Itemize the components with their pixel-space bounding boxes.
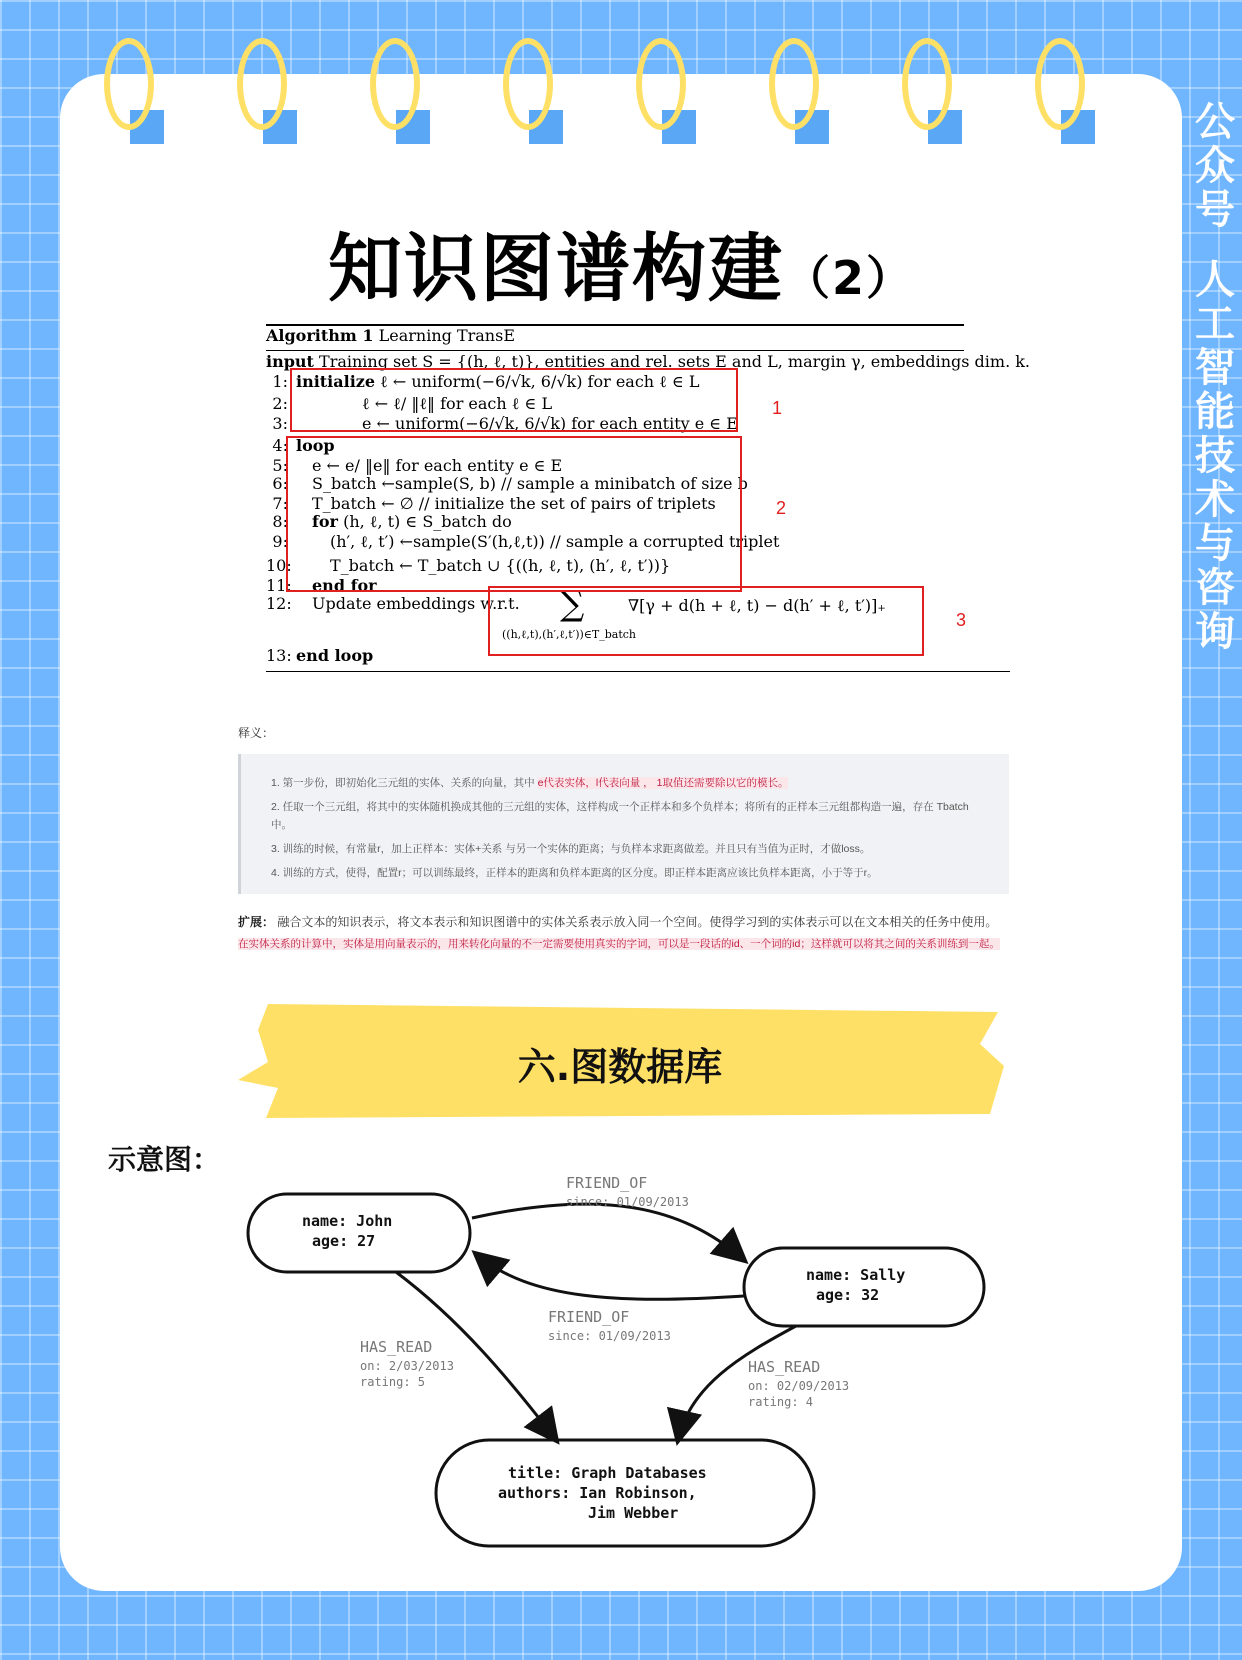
side-char: 与 [1195, 521, 1235, 567]
notes-label: 释义： [238, 726, 275, 740]
algorithm-line: 12: Update embeddings w.r.t. [266, 594, 520, 613]
john-age: age: 27 [312, 1232, 376, 1250]
binder-ring-icon [104, 38, 164, 146]
algorithm-header [266, 326, 515, 345]
graph-diagram [240, 1160, 1000, 1560]
update-formula: ∇[γ + d(h + ℓ, t) − d(h′ + ℓ, t′)]₊ [628, 596, 886, 615]
side-char: 号 [1195, 187, 1235, 233]
side-char: 询 [1195, 609, 1235, 655]
john-name: name: John [302, 1212, 393, 1230]
side-char: 智 [1195, 345, 1235, 391]
binder-ring-icon [370, 38, 430, 146]
edge-right-on: on: 02/09/2013 [748, 1379, 850, 1393]
side-char: 咨 [1195, 565, 1235, 611]
algorithm-line: 11: end for [266, 576, 377, 595]
side-char: 术 [1195, 477, 1235, 523]
section-title: 六.图数据库 [517, 1045, 723, 1089]
binder-ring-icon [769, 38, 829, 146]
edge-mid-since: since: 01/09/2013 [548, 1329, 671, 1343]
algorithm-input-bold: input [266, 352, 314, 371]
note-item: 4. 训练的方式，使得，配置r；可以训练最终，正样本的距离和负样本距离的区分度。即正样本距离应该比负样本距离，小于等于r。 [271, 867, 878, 879]
side-char: 技 [1195, 433, 1235, 479]
book-authors: authors: Ian Robinson, [498, 1484, 697, 1502]
edge-left-label: HAS_READ [360, 1338, 433, 1356]
edge-right-rating: rating: 4 [748, 1395, 814, 1409]
side-char: 公 [1195, 99, 1235, 145]
binder-ring-icon [237, 38, 297, 146]
book-author-2: Jim Webber [588, 1504, 679, 1522]
edge-has-read-left [396, 1272, 556, 1440]
note-item: 1. 第一步份，即初始化三元组的实体、关系的向量，其中 e代表实体，l代表向量 ， 1取值还需要除以它的模长。 [271, 777, 789, 789]
algorithm-line: 13: end loop [266, 646, 374, 665]
side-account-text [1190, 100, 1240, 654]
algorithm-input-text: Training set S = {(h, ℓ, t)}, entities and rel. sets E and L, margin γ, embeddings dim. k. [319, 352, 1031, 371]
edge-right-label: HAS_READ [748, 1358, 821, 1376]
box-label-3: 3 [956, 610, 967, 630]
page-title-main: 知识图谱构建 [327, 226, 784, 312]
algorithm-line: 8: for (h, ℓ, t) ∈ S_batch do [272, 512, 512, 531]
binder-ring-icon [1035, 38, 1095, 146]
edge-left-rating: rating: 5 [360, 1375, 426, 1389]
algorithm-line: 4: loop [272, 436, 335, 455]
algorithm-line: 1: initialize ℓ ← uniform(−6/√k, 6/√k) for each ℓ ∈ L [272, 372, 700, 391]
box-label-2: 2 [776, 498, 787, 518]
sally-name: name: Sally [806, 1266, 906, 1284]
algorithm-line: 6: S_batch ←sample(S, b) // sample a minibatch of size b [272, 474, 748, 493]
algorithm-header-rest: Learning TransE [378, 326, 515, 345]
algorithm-line: 10: T_batch ← T_batch ∪ {((h, ℓ, t), (h′, ℓ, t′))} [266, 556, 671, 575]
algorithm-line: 2: ℓ ← ℓ/ ‖ℓ‖ for each ℓ ∈ L [272, 394, 553, 413]
side-char: 人 [1195, 257, 1235, 303]
note-item: 3. 训练的时候，有常量r，加上正样本：实体+关系 与另一个实体的距离；与负样本求距离做差。并且只有当值为正时，才做loss。 [271, 843, 871, 855]
sum-symbol: ∑ [560, 584, 585, 624]
diagram-label: 示意图： [108, 1143, 221, 1176]
binder-ring-icon [503, 38, 563, 146]
highlight-box-2 [286, 436, 742, 592]
algorithm-line: 5: e ← e/ ‖e‖ for each entity e ∈ E [272, 456, 563, 475]
edge-top-label: FRIEND_OF [566, 1174, 648, 1192]
notes-box [238, 754, 1009, 894]
edge-friend-of-top [472, 1204, 744, 1260]
algorithm-header-bold: Algorithm 1 [266, 326, 374, 345]
edge-top-since: since: 01/09/2013 [566, 1195, 689, 1209]
book-title: title: Graph Databases [508, 1464, 707, 1482]
extension-paragraph [238, 912, 1006, 955]
sally-age: age: 32 [816, 1286, 880, 1304]
highlight-box-1 [290, 368, 738, 432]
extension-highlight: 在实体关系的计算中，实体是用向量表示的，用来转化向量的不一定需要使用真实的字词，可以是一段话的id、一个词的id；这样就可以将其之间的关系训练到一起。 [238, 938, 1000, 950]
extension-text: 融合文本的知识表示，将文本表示和知识图谱中的实体关系表示放入同一个空间。使得学习到的实体表示可以在文本相关的任务中使用。 [274, 915, 998, 929]
algorithm-line: 9: (h′, ℓ, t′) ←sample(S′(h,ℓ,t)) // sample a corrupted triplet [272, 532, 780, 551]
edge-mid-label: FRIEND_OF [548, 1308, 630, 1326]
binder-ring-icon [902, 38, 962, 146]
side-char: 工 [1195, 301, 1235, 347]
note-item: 2. 任取一个三元组，将其中的实体随机换成其他的三元组的实体，这样构成一个正样本和多个负样本；将所有的正样本三元组都构造一遍，存在 Tbatch中。 [271, 801, 969, 831]
algorithm-block [266, 322, 1031, 674]
sum-subscript: ((h,ℓ,t),(h′,ℓ,t′))∈T_batch [502, 628, 637, 641]
page-title-suffix: （2） [783, 251, 914, 305]
page-title [0, 210, 1242, 316]
box-label-1: 1 [772, 398, 783, 418]
edge-friend-of-bottom [476, 1254, 744, 1299]
side-char: 众 [1195, 143, 1235, 189]
binder-ring-icon [636, 38, 696, 146]
extension-label: 扩展： [238, 915, 275, 929]
edge-left-on: on: 2/03/2013 [360, 1359, 454, 1373]
highlight-box-3 [488, 586, 924, 656]
algorithm-line: 7: T_batch ← ∅ // initialize the set of pairs of triplets [272, 494, 716, 513]
side-char: 能 [1195, 389, 1235, 435]
algorithm-line: 3: e ← uniform(−6/√k, 6/√k) for each entity e ∈ E [272, 414, 738, 433]
